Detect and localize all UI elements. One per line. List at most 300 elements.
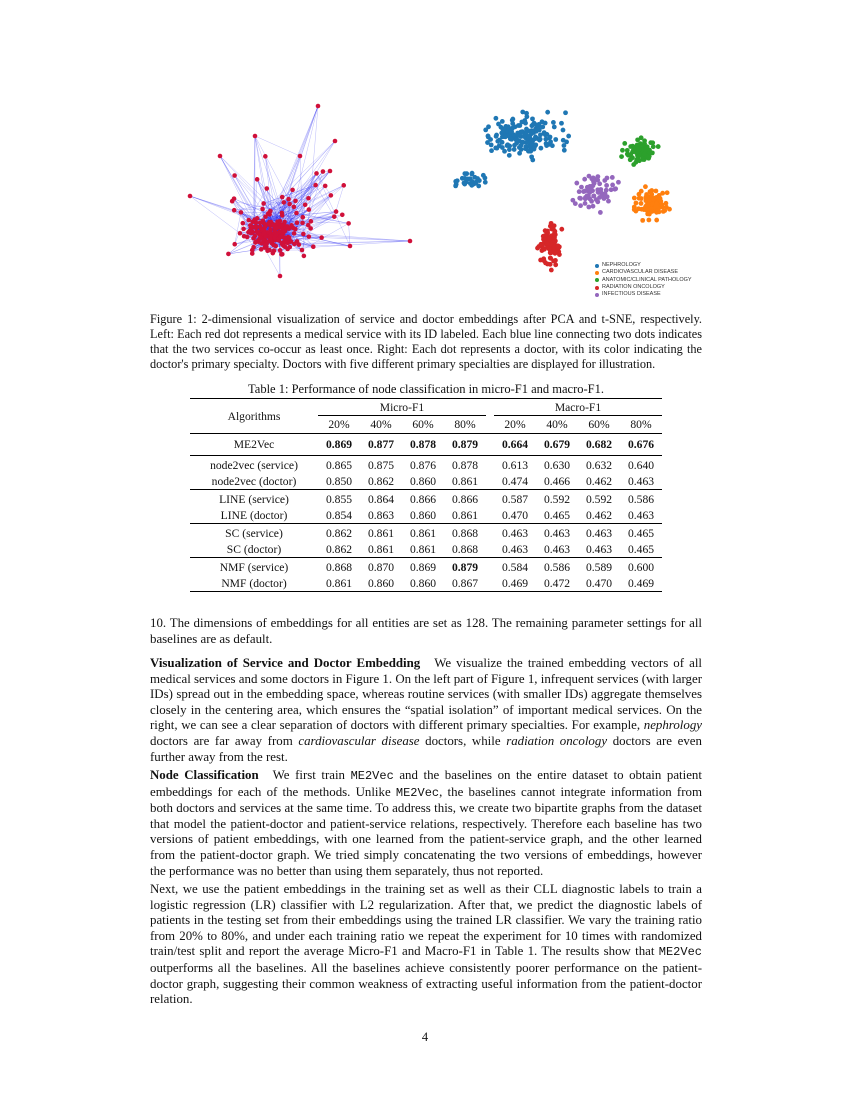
doctor-point — [486, 134, 491, 139]
ratio-header: 20% — [504, 418, 526, 431]
doctor-point — [544, 143, 549, 148]
ratio-header: 40% — [546, 418, 568, 431]
score-cell: 0.463 — [585, 543, 613, 557]
doctor-point — [507, 153, 512, 158]
score-cell: 0.463 — [627, 509, 655, 523]
service-node — [300, 221, 305, 226]
doctor-point — [599, 193, 604, 198]
service-node — [263, 214, 268, 219]
doctor-point — [502, 126, 507, 131]
score-cell: 0.865 — [325, 458, 353, 472]
service-node — [232, 196, 237, 201]
service-node — [266, 222, 271, 227]
doctor-point — [551, 258, 556, 263]
service-node — [188, 194, 193, 199]
text-span: doctors are far away from — [150, 733, 293, 748]
score-cell: 0.869 — [325, 438, 353, 451]
doctor-point — [645, 144, 650, 149]
doctor-point — [637, 196, 642, 201]
service-node — [279, 252, 284, 257]
doctor-point — [606, 199, 611, 204]
service-node — [300, 215, 305, 220]
service-node — [218, 154, 223, 159]
service-node — [290, 188, 295, 193]
service-node — [255, 177, 260, 182]
score-cell: 0.854 — [325, 509, 353, 523]
score-cell: 0.860 — [409, 509, 437, 523]
score-cell: 0.469 — [627, 577, 655, 591]
tsne-cluster — [453, 171, 487, 189]
doctor-point — [665, 190, 670, 195]
doctor-point — [654, 218, 659, 223]
service-node — [346, 221, 351, 226]
doctor-point — [562, 148, 567, 153]
score-cell: 0.592 — [585, 492, 613, 506]
score-cell: 0.863 — [367, 509, 395, 523]
score-cell: 0.589 — [585, 560, 613, 574]
doctor-point — [632, 196, 637, 201]
doctor-point — [654, 189, 659, 194]
doctor-point — [497, 143, 502, 148]
text-span: outperforms all the baselines. All the baselines achieve consistently poorer performance on the patient-doctor graph, suggesting their common weakness of extracting useful information from the patient-doctor relation. — [150, 960, 702, 1007]
doctor-point — [540, 125, 545, 130]
ratio-header: 20% — [328, 418, 350, 431]
doctor-point — [534, 123, 539, 128]
service-node — [251, 236, 256, 241]
doctor-point — [556, 243, 561, 248]
score-cell: 0.878 — [409, 438, 437, 451]
score-cell: 0.632 — [585, 458, 613, 472]
doctor-point — [524, 140, 529, 145]
service-node — [270, 251, 275, 256]
legend-item — [595, 262, 692, 269]
service-node — [283, 245, 288, 250]
doctor-point — [514, 138, 519, 143]
service-node — [239, 210, 244, 215]
service-node — [280, 195, 285, 200]
score-cell: 0.584 — [501, 560, 529, 574]
score-cell: 0.861 — [367, 526, 395, 540]
doctor-point — [526, 134, 531, 139]
method-name: ME2Vec — [395, 785, 440, 800]
doctor-point — [470, 171, 475, 176]
service-node — [328, 169, 333, 174]
doctor-point — [540, 248, 545, 253]
service-node — [316, 104, 321, 109]
service-node — [268, 236, 273, 241]
doctor-point — [512, 147, 517, 152]
doctor-point — [591, 194, 596, 199]
section-heading-node-classification: Node Classification — [150, 768, 259, 782]
doctor-point — [469, 183, 474, 188]
service-node — [226, 252, 231, 257]
doctor-point — [583, 201, 588, 206]
table-row — [190, 475, 662, 490]
service-node — [307, 234, 312, 239]
table-row — [190, 558, 662, 577]
service-node — [332, 214, 337, 219]
legend-item — [595, 284, 692, 291]
service-node — [292, 205, 297, 210]
legend-swatch — [595, 271, 599, 275]
service-node — [278, 219, 283, 224]
doctor-point — [628, 152, 633, 157]
service-node — [273, 244, 278, 249]
service-node — [309, 219, 314, 224]
algorithm-name: SC (service) — [225, 526, 283, 540]
service-node — [298, 154, 303, 159]
doctor-point — [522, 134, 527, 139]
service-node — [253, 134, 258, 139]
score-cell: 0.600 — [627, 560, 655, 574]
service-node — [271, 222, 276, 227]
ratio-header: 80% — [454, 418, 476, 431]
ratio-header: 40% — [370, 418, 392, 431]
legend-swatch — [595, 264, 599, 268]
score-cell: 0.861 — [409, 543, 437, 557]
service-node — [287, 202, 292, 207]
doctor-point — [574, 181, 579, 186]
doctor-point — [547, 237, 552, 242]
score-cell: 0.465 — [543, 509, 571, 523]
service-node — [279, 234, 284, 239]
doctor-point — [559, 121, 564, 126]
doctor-point — [644, 207, 649, 212]
doctor-point — [595, 199, 600, 204]
doctor-point — [508, 130, 513, 135]
service-node — [241, 227, 246, 232]
service-node — [348, 244, 353, 249]
service-node — [280, 213, 285, 218]
service-network-plot — [160, 96, 425, 306]
score-cell: 0.861 — [325, 577, 353, 591]
tsne-cluster — [570, 174, 620, 215]
doctor-point — [610, 175, 615, 180]
table-row — [190, 509, 662, 524]
doctor-point — [483, 180, 488, 185]
doctor-point — [533, 136, 538, 141]
score-cell: 0.463 — [543, 543, 571, 557]
service-node — [261, 238, 266, 243]
doctor-point — [660, 191, 665, 196]
italic-term: radiation oncology — [506, 733, 608, 748]
service-node — [281, 200, 286, 205]
score-cell: 0.850 — [325, 475, 353, 489]
doctor-point — [548, 262, 553, 267]
service-node — [232, 208, 237, 213]
service-node — [303, 202, 308, 207]
doctor-point — [656, 144, 661, 149]
score-cell: 0.592 — [543, 492, 571, 506]
score-cell: 0.860 — [409, 475, 437, 489]
service-node — [308, 226, 313, 231]
service-node — [302, 254, 307, 259]
doctor-point — [545, 110, 550, 115]
doctor-point — [462, 171, 467, 176]
doctor-point — [500, 119, 505, 124]
text-span: doctors, while — [425, 733, 501, 748]
doctor-point — [493, 116, 498, 121]
doctor-point — [546, 246, 551, 251]
service-node — [268, 209, 273, 214]
score-cell: 0.861 — [409, 526, 437, 540]
score-cell: 0.640 — [627, 458, 655, 472]
doctor-point — [481, 173, 486, 178]
service-node — [251, 245, 256, 250]
method-name: ME2Vec — [658, 945, 702, 960]
service-node — [408, 239, 413, 244]
paragraph-visualization — [150, 656, 702, 765]
legend-label: INFECTIOUS DISEASE — [602, 291, 661, 298]
score-cell: 0.861 — [451, 475, 479, 489]
doctor-point — [460, 176, 465, 181]
score-cell: 0.869 — [409, 560, 437, 574]
doctor-point — [561, 138, 566, 143]
doctor-point — [650, 209, 655, 214]
score-cell: 0.462 — [585, 509, 613, 523]
service-node — [232, 242, 237, 247]
service-node — [282, 239, 287, 244]
doctor-point — [453, 179, 458, 184]
doctor-point — [530, 116, 535, 121]
table-row — [190, 577, 662, 592]
doctor-point — [529, 154, 534, 159]
service-node — [260, 207, 265, 212]
score-cell: 0.664 — [501, 438, 529, 451]
doctor-point — [604, 183, 609, 188]
score-cell: 0.870 — [367, 560, 395, 574]
algorithm-name: NMF (service) — [219, 560, 289, 574]
algorithm-name: LINE (service) — [219, 492, 289, 506]
doctor-point — [616, 180, 621, 185]
doctor-point — [554, 250, 559, 255]
tsne-cluster — [619, 135, 660, 167]
service-node — [253, 217, 258, 222]
doctor-point — [582, 177, 587, 182]
service-node — [268, 230, 273, 235]
doctor-point — [632, 205, 637, 210]
score-cell: 0.861 — [367, 543, 395, 557]
score-cell: 0.682 — [585, 438, 613, 451]
score-cell: 0.466 — [543, 475, 571, 489]
service-node — [257, 232, 262, 237]
service-node — [291, 226, 296, 231]
doctor-point — [654, 204, 659, 209]
score-cell: 0.472 — [543, 577, 571, 591]
service-node — [329, 193, 334, 198]
ratio-header: 60% — [588, 418, 610, 431]
doctor-point — [577, 189, 582, 194]
ratio-header: 80% — [630, 418, 652, 431]
score-cell: 0.463 — [501, 526, 529, 540]
italic-term: cardiovascular disease — [298, 733, 420, 748]
service-node — [287, 235, 292, 240]
doctor-point — [510, 118, 515, 123]
table-caption: Table 1: Performance of node classification in micro-F1 and macro-F1. — [248, 382, 604, 396]
service-node — [341, 183, 346, 188]
score-cell: 0.864 — [367, 492, 395, 506]
service-node — [306, 196, 311, 201]
service-node — [288, 245, 293, 250]
service-node — [294, 211, 299, 216]
service-node — [265, 240, 270, 245]
doctor-point — [494, 134, 499, 139]
score-cell: 0.877 — [367, 438, 395, 451]
algorithm-name: ME2Vec — [233, 438, 275, 451]
doctor-point — [578, 203, 583, 208]
doctor-point — [519, 120, 524, 125]
service-node — [292, 231, 297, 236]
doctor-point — [524, 114, 529, 119]
score-cell: 0.630 — [543, 458, 571, 472]
legend-label: RADIATION ONCOLOGY — [602, 283, 665, 290]
service-node — [286, 197, 291, 202]
figure-caption-text: 2-dimensional visualization of service and doctor embeddings after PCA and t-SNE, respectively. Left: Each red dot represents a medical service with its ID labeled. Each blue line connecting two dots indicates that the two services co-occur as least once. Right: Each dot represents a doctor, with its color indicating the doctor's primary specialty. Doctors with five different primary specialties are displayed for illustration. — [150, 312, 703, 371]
doctor-point — [538, 258, 543, 263]
table-row — [190, 524, 662, 543]
doctor-point — [654, 195, 659, 200]
legend-swatch — [595, 286, 599, 290]
results-table — [190, 398, 662, 592]
service-node — [278, 248, 283, 253]
service-node — [321, 169, 326, 174]
score-cell: 0.586 — [627, 492, 655, 506]
table-row — [190, 543, 662, 558]
service-node — [313, 183, 318, 188]
score-cell: 0.875 — [367, 458, 395, 472]
score-cell: 0.462 — [585, 475, 613, 489]
score-cell: 0.465 — [627, 526, 655, 540]
doctor-point — [644, 192, 649, 197]
score-cell: 0.465 — [627, 543, 655, 557]
paragraph-node-classification — [150, 768, 702, 879]
doctor-point — [543, 233, 548, 238]
score-cell: 0.463 — [501, 543, 529, 557]
service-node — [246, 230, 251, 235]
score-cell: 0.470 — [585, 577, 613, 591]
doctor-point — [667, 207, 672, 212]
micro-f1-header: Micro-F1 — [318, 399, 486, 416]
table-row — [190, 456, 662, 475]
doctor-point — [549, 250, 554, 255]
score-cell: 0.861 — [451, 509, 479, 523]
doctor-point — [640, 218, 645, 223]
service-node — [261, 218, 266, 223]
doctor-point — [509, 137, 514, 142]
score-cell: 0.469 — [501, 577, 529, 591]
score-cell: 0.868 — [451, 543, 479, 557]
score-cell: 0.868 — [325, 560, 353, 574]
doctor-point — [526, 149, 531, 154]
doctor-point — [588, 188, 593, 193]
table-row — [190, 434, 662, 456]
service-node — [278, 274, 283, 279]
macro-f1-header: Macro-F1 — [494, 399, 662, 416]
doctor-point — [643, 184, 648, 189]
text-span: and the baselines on the entire dataset to obtain patient embeddings for each of the methods. Unlike — [150, 768, 702, 799]
doctor-point — [524, 127, 529, 132]
doctor-point — [529, 129, 534, 134]
doctor-point — [507, 147, 512, 152]
doctor-point — [622, 141, 627, 146]
service-node — [246, 218, 251, 223]
service-node — [293, 199, 298, 204]
score-cell: 0.860 — [409, 577, 437, 591]
doctor-point — [517, 151, 522, 156]
doctor-point — [591, 176, 596, 181]
service-node — [314, 171, 319, 176]
service-node — [311, 244, 316, 249]
score-cell: 0.676 — [627, 438, 655, 451]
doctor-point — [631, 162, 636, 167]
doctor-point — [595, 174, 600, 179]
page-number: 4 — [421, 1030, 429, 1044]
doctor-point — [553, 238, 558, 243]
doctor-point — [605, 176, 610, 181]
score-cell: 0.879 — [451, 438, 479, 451]
legend-label: CARDIOVASCULAR DISEASE — [602, 269, 679, 276]
score-cell: 0.868 — [451, 526, 479, 540]
doctor-point — [589, 184, 594, 189]
italic-term: nephrology — [643, 718, 702, 733]
service-node — [319, 235, 324, 240]
doctor-point — [542, 130, 547, 135]
service-node — [263, 154, 268, 159]
service-node — [292, 242, 297, 247]
table-row — [190, 490, 662, 509]
service-node — [241, 221, 246, 226]
doctor-point — [620, 148, 625, 153]
doctor-point — [648, 140, 653, 145]
legend-swatch — [595, 278, 599, 282]
doctor-point — [613, 186, 618, 191]
doctor-point — [610, 183, 615, 188]
doctor-point — [589, 199, 594, 204]
score-cell: 0.463 — [543, 526, 571, 540]
score-cell: 0.474 — [501, 475, 529, 489]
doctor-point — [549, 227, 554, 232]
doctor-point — [646, 218, 651, 223]
doctor-point — [483, 127, 488, 132]
paragraph-text: 10. The dimensions of embeddings for all entities are set as 128. The remaining parameter settings for all baselines are as default. — [150, 616, 702, 646]
doctor-point — [519, 143, 524, 148]
score-cell: 0.463 — [627, 475, 655, 489]
service-node — [242, 234, 247, 239]
doctor-point — [637, 158, 642, 163]
text-span: We visualize the trained embedding vectors of all medical services and some doctors in Figure 1. On the left part of Figure 1, infrequent services (with larger IDs) spread out in the embedding space, whereas routine services (with smaller IDs) aggregate themselves closely in the centering area, which ensures the “spatial isolation” of important medical services. On the right, we can see a clear separation of doctors with different primary specialties. For example, — [150, 656, 702, 733]
score-cell: 0.470 — [501, 509, 529, 523]
doctor-point — [549, 221, 554, 226]
score-cell: 0.862 — [367, 475, 395, 489]
doctor-point — [543, 137, 548, 142]
doctor-point — [517, 133, 522, 138]
score-cell: 0.866 — [451, 492, 479, 506]
service-node — [323, 184, 328, 189]
service-node — [340, 212, 345, 217]
algorithm-name: SC (doctor) — [226, 543, 282, 557]
legend-item — [595, 269, 692, 276]
paragraph-next — [150, 882, 702, 1008]
doctor-point — [647, 150, 652, 155]
score-cell: 0.679 — [543, 438, 571, 451]
doctor-point — [561, 128, 566, 133]
doctor-point — [544, 241, 549, 246]
doctor-point — [468, 176, 473, 181]
doctor-point — [503, 134, 508, 139]
doctor-point — [545, 229, 550, 234]
score-cell: 0.586 — [543, 560, 571, 574]
score-cell: 0.613 — [501, 458, 529, 472]
